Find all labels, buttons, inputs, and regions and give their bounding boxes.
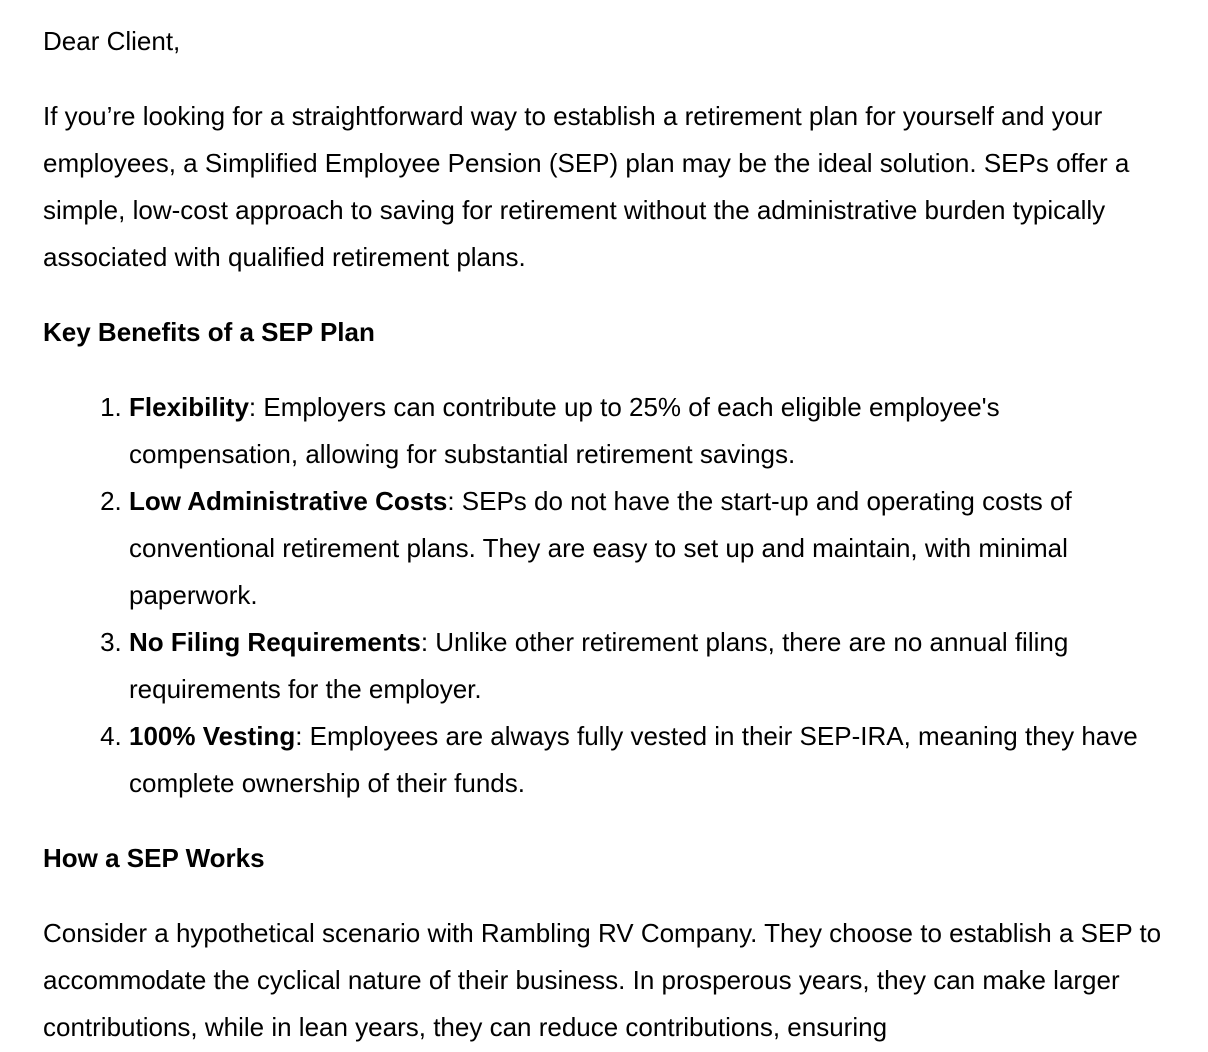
benefit-text: : SEPs do not have the start-up and operating costs of conventional retirement plans. They are easy to set up and maintain, with minimal paperwork.	[129, 486, 1072, 610]
benefit-text: : Employers can contribute up to 25% of each eligible employee's compensation, allowing for substantial retirement savings.	[129, 392, 1000, 469]
benefits-heading: Key Benefits of a SEP Plan	[43, 317, 375, 347]
how-paragraph: Consider a hypothetical scenario with Rambling RV Company. They choose to establish a SEP to accommodate the cyclical nature of their business. In prosperous years, they can make larger contributions, while in lean years, they can reduce contributions, ensuring	[43, 918, 1162, 1042]
benefit-text: : Employees are always fully vested in their SEP-IRA, meaning they have complete ownership of their funds.	[129, 721, 1138, 798]
letter-body	[43, 18, 1163, 1051]
list-item	[129, 478, 1163, 619]
benefits-list	[43, 384, 1163, 807]
benefit-term: 100% Vesting	[129, 721, 296, 751]
benefit-text: : Unlike other retirement plans, there are no annual filing requirements for the employer.	[129, 627, 1069, 704]
list-item	[129, 384, 1163, 478]
list-item	[129, 713, 1163, 807]
benefit-term: No Filing Requirements	[129, 627, 421, 657]
intro-paragraph: If you’re looking for a straightforward way to establish a retirement plan for yourself and your employees, a Simplified Employee Pension (SEP) plan may be the ideal solution. SEPs offer a simple, low-cost approach to saving for retirement without the administrative burden typically associated with qualified retirement plans.	[43, 101, 1130, 272]
greeting: Dear Client,	[43, 26, 181, 56]
list-item	[129, 619, 1163, 713]
benefit-term: Low Administrative Costs	[129, 486, 448, 516]
benefit-term: Flexibility	[129, 392, 249, 422]
how-heading: How a SEP Works	[43, 843, 265, 873]
